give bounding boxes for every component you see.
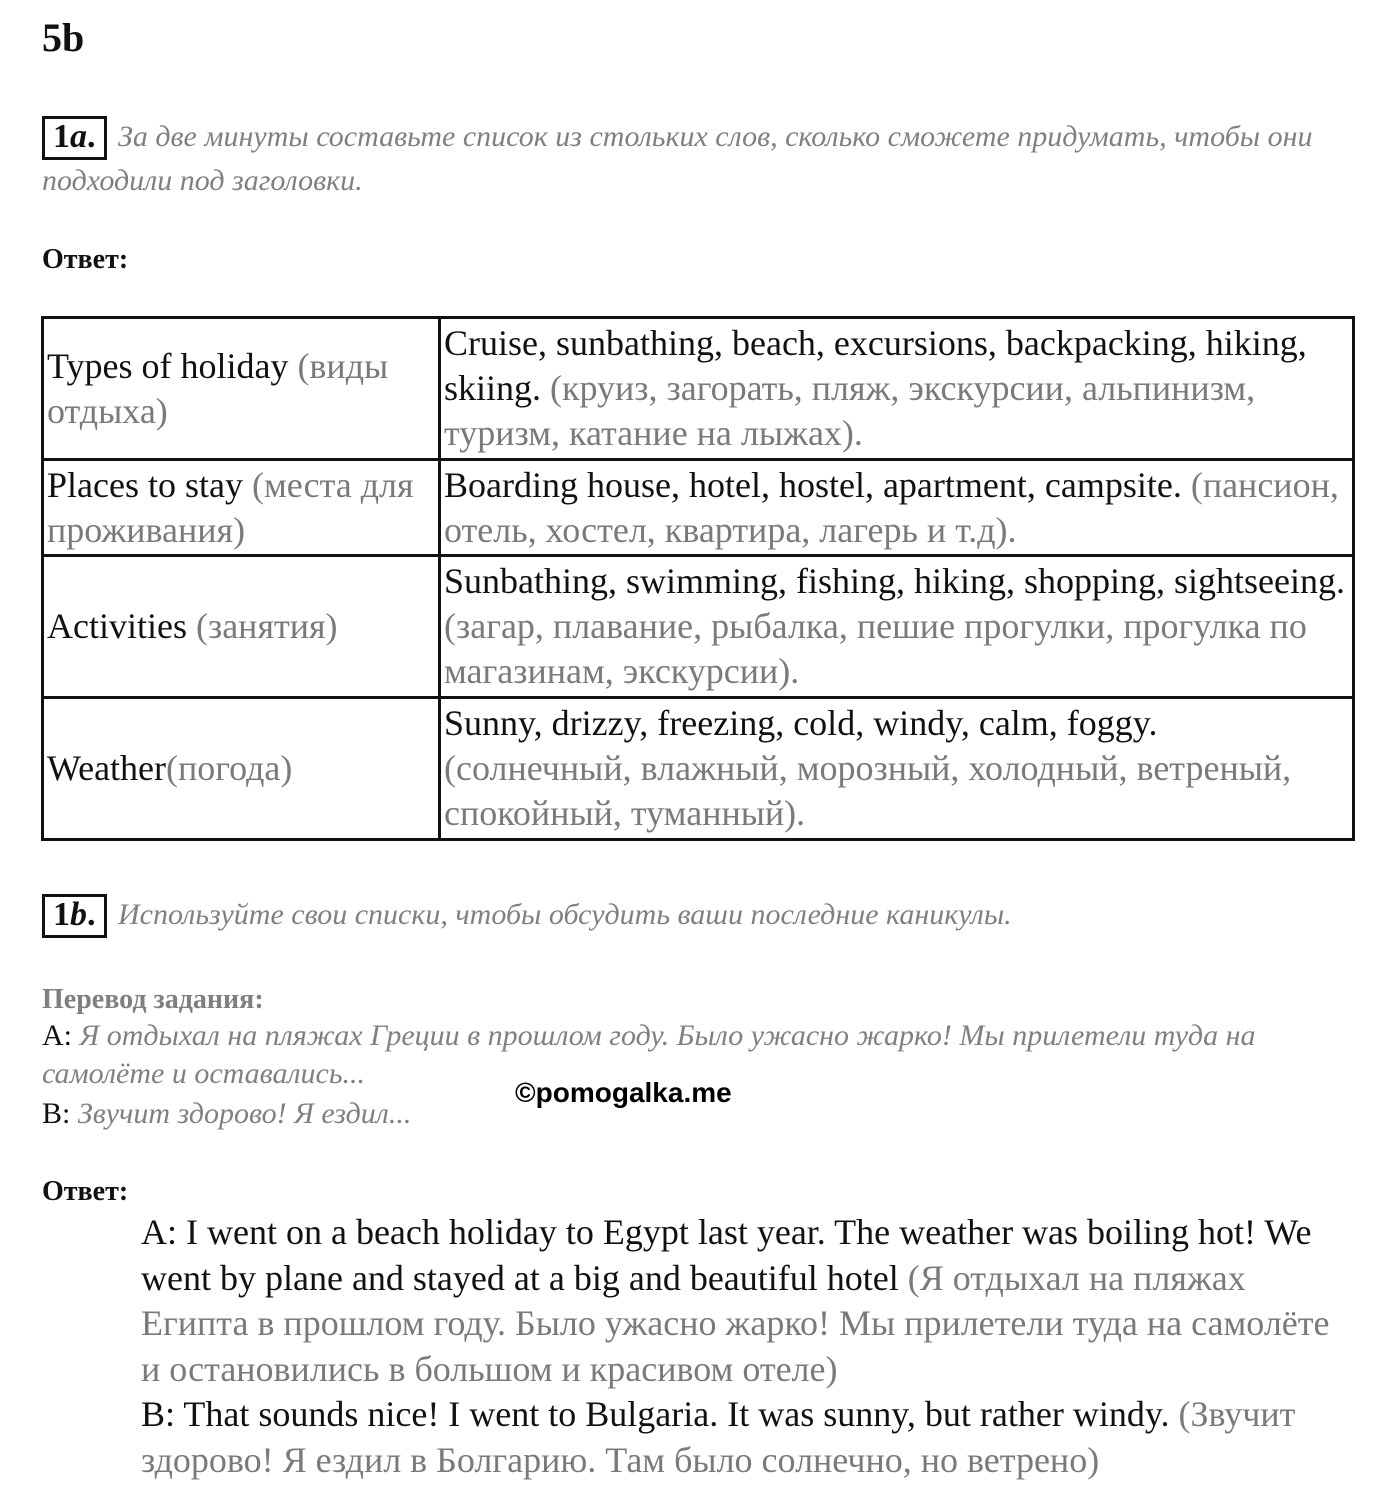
- category-translation: (места для проживания): [47, 464, 414, 550]
- task-1a-badge-dot: .: [87, 118, 96, 155]
- words-cell: [440, 460, 1354, 556]
- task-1b-badge-number: 1: [53, 896, 70, 933]
- dialog-text-a: Я отдыхал на пляжах Греции в прошлом году. Было ужасно жарко! Мы прилетели туда на самолёте и оставались...: [42, 1019, 1256, 1090]
- task-1a-badge: [42, 116, 107, 160]
- words-list: Boarding house, hotel, hostel, apartment, campsite.: [444, 464, 1182, 505]
- dialog-speaker-b: B:: [42, 1097, 71, 1130]
- answer-a-text: A: I went on a beach holiday to Egypt last year. The weather was boiling hot! We went by plane and stayed at a big and beautiful hotel: [141, 1212, 1312, 1298]
- words-translation: (солнечный, влажный, морозный, холодный, ветреный, спокойный, туманный).: [444, 748, 1292, 833]
- answer-b-text: B: That sounds nice! I went to Bulgaria. It was sunny, but rather windy.: [141, 1394, 1170, 1434]
- category-name: Activities: [47, 606, 187, 646]
- words-cell: [440, 556, 1354, 698]
- category-cell: [43, 698, 440, 840]
- words-cell: [440, 318, 1354, 460]
- answer-a-translation: (Я отдыхал на пляжах Египта в прошлом году. Было ужасно жарко! Мы прилетели туда на самолёте и остановились в большом и красивом отеле): [141, 1257, 1330, 1389]
- category-translation: (погода): [166, 748, 293, 788]
- table-row: [43, 318, 1354, 460]
- category-cell: [43, 460, 440, 556]
- task-1b-text: Используйте свои списки, чтобы обсудить ваши последние каникулы.: [118, 898, 1012, 931]
- category-cell: [43, 556, 440, 698]
- dialog-speaker-a: A:: [42, 1019, 72, 1052]
- words-translation: (круиз, загорать, пляж, экскурсии, альпинизм, туризм, катание на лыжах).: [444, 368, 1256, 453]
- task-1a-instruction: [42, 116, 1362, 202]
- answer-b-translation: (Звучит здорово! Я ездил в Болгарию. Там было солнечно, но ветрено): [141, 1394, 1296, 1480]
- category-name: Types of holiday: [47, 345, 289, 386]
- task-1b-badge-dot: .: [87, 896, 96, 933]
- words-translation: (пансион, отель, хостел, квартира, лагерь и т.д).: [444, 464, 1339, 550]
- dialog-text-b: Звучит здорово! Я ездил...: [77, 1097, 412, 1130]
- vocabulary-table: [41, 316, 1355, 841]
- words-list: Sunbathing, swimming, fishing, hiking, shopping, sightseeing.: [444, 561, 1346, 601]
- task-1b-badge-letter: b: [70, 896, 87, 933]
- words-list: Cruise, sunbathing, beach, excursions, backpacking, hiking, skiing.: [444, 323, 1307, 408]
- table-row: [43, 556, 1354, 698]
- answer-dialog: [141, 1210, 1356, 1483]
- words-cell: [440, 698, 1354, 840]
- category-translation: (виды отдыха): [47, 345, 389, 431]
- words-list: Sunny, drizzy, freezing, cold, windy, calm, foggy.: [444, 703, 1158, 743]
- table-row: [43, 698, 1354, 840]
- watermark: ©pomogalka.me: [515, 1077, 732, 1108]
- task-1a-badge-number: 1: [53, 118, 70, 155]
- category-name: Places to stay: [47, 464, 243, 505]
- answer-label-1: Ответ:: [42, 244, 129, 275]
- task-1a-text: За две минуты составьте список из стольких слов, сколько сможете придумать, чтобы они подходили под заголовки.: [42, 120, 1313, 197]
- answer-label-2: Ответ:: [42, 1176, 129, 1207]
- translation-heading: Перевод задания:: [42, 984, 264, 1015]
- words-translation: (загар, плавание, рыбалка, пешие прогулки, прогулка по магазинам, экскурсии).: [444, 606, 1307, 691]
- task-1b-instruction: [42, 894, 1362, 938]
- table-row: [43, 460, 1354, 556]
- category-cell: [43, 318, 440, 460]
- task-1a-badge-letter: a: [70, 118, 87, 155]
- task-1b-badge: [42, 894, 107, 938]
- page-heading: 5b: [42, 15, 85, 60]
- category-name: Weather: [47, 748, 167, 788]
- category-translation: (занятия): [195, 606, 338, 646]
